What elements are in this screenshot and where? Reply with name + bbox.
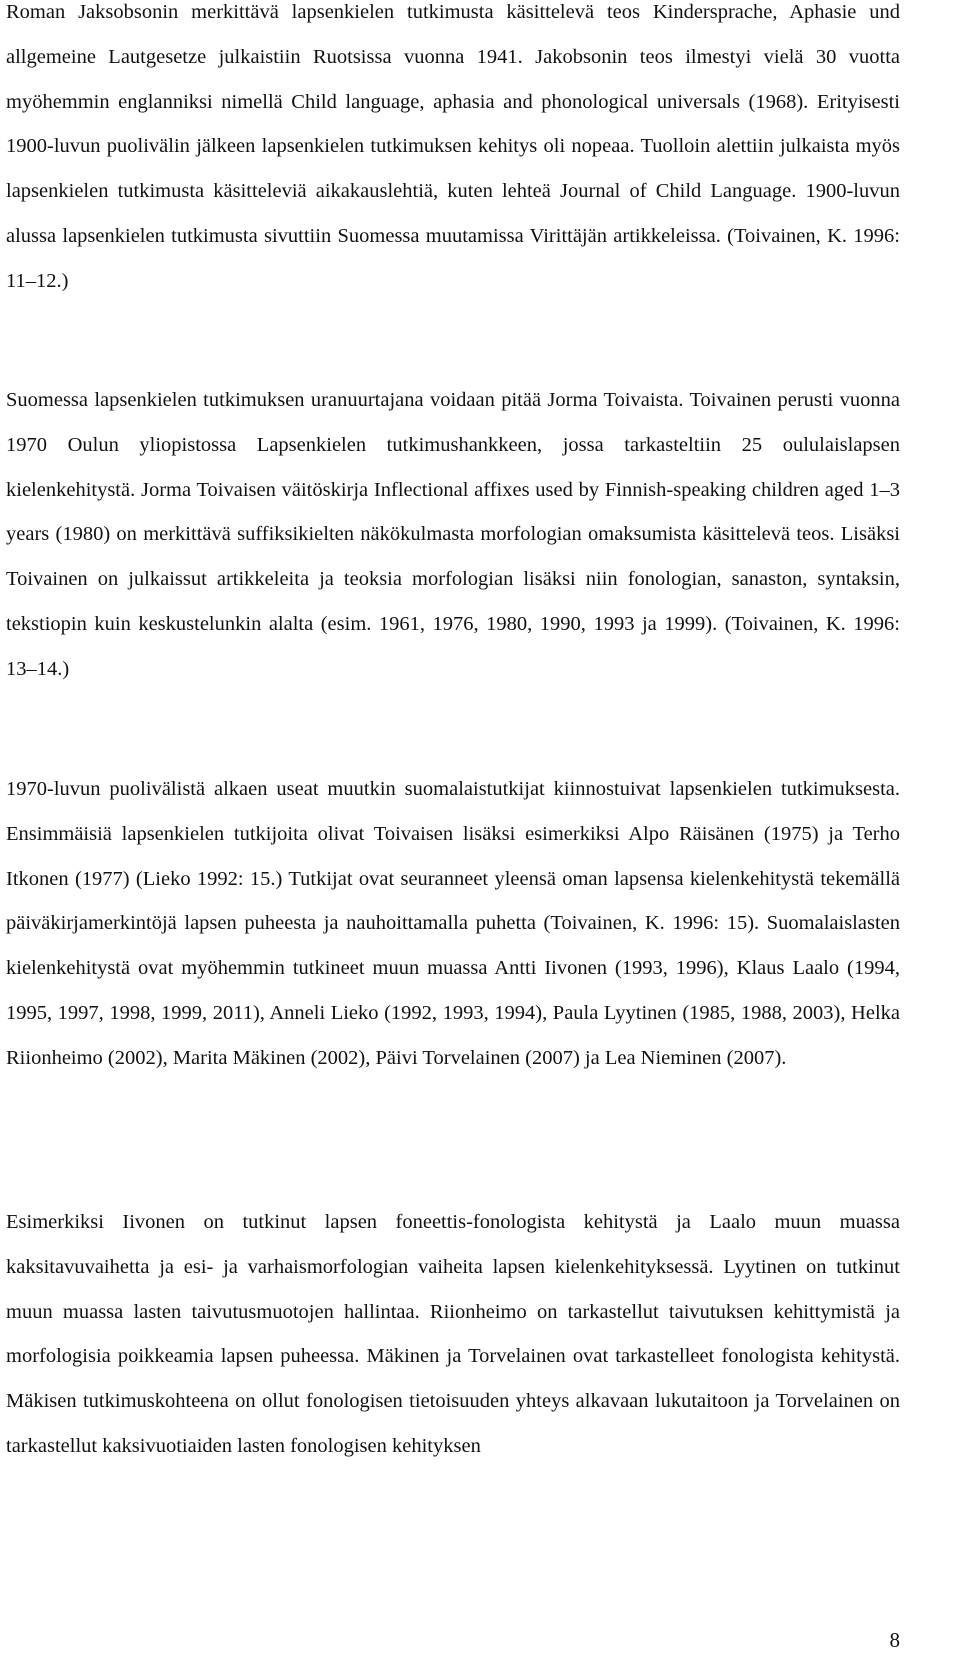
paragraph-toivainen: Suomessa lapsenkielen tutkimuksen uranuurtajana voidaan pitää Jorma Toivaista. Toivainen perusti vuonna 1970 Oulun yliopistossa Lapsenkielen tutkimushankkeen, jossa tarkasteltiin 25 oululaislapsen kielenkehitystä. Jorma Toivaisen väitöskirja Inflectional affixes used by Finnish-speaking children aged 1–3 years (1980) on merkittävä suffiksikielten näkökulmasta morfologian omaksumista käsittelevä teos. Lisäksi Toivainen on julkaissut artikkeleita ja teoksia morfologian lisäksi niin fonologian, sanaston, syntaksin, tekstiopin kuin keskustelunkin alalta (esim. 1961, 1976, 1980, 1990, 1993 ja 1999). (Toivainen, K. 1996: 13–14.) bbox=[6, 389, 900, 680]
paragraph-jakobson: Roman Jaksobsonin merkittävä lapsenkielen tutkimusta käsittelevä teos Kindersprache, Aphasie und allgemeine Lautgesetze julkaistiin Ruotsissa vuonna 1941. Jakobsonin teos ilmestyi vielä 30 vuotta myöhemmin englanniksi nimellä Child language, aphasia and phonological universals (1968). Erityisesti 1900-luvun puolivälin jälkeen lapsenkielen tutkimuksen kehitys oli nopeaa. Tuolloin alettiin julkaista myös lapsenkielen tutkimusta käsitteleviä aikakauslehtiä, kuten lehteä Journal of Child Language. 1900-luvun alussa lapsenkielen tutkimusta sivuttiin Suomessa muutamissa Virittäjän artikkeleissa. (Toivainen, K. 1996: 11–12.) bbox=[6, 1, 900, 292]
page-number: 8 bbox=[889, 1628, 900, 1652]
paragraph-1970s-researchers: 1970-luvun puolivälistä alkaen useat muutkin suomalaistutkijat kiinnostuivat lapsenkielen tutkimuksesta. Ensimmäisiä lapsenkielen tutkijoita olivat Toivaisen lisäksi esimerkiksi Alpo Räisänen (1975) ja Terho Itkonen (1977) (Lieko 1992: 15.) Tutkijat ovat seuranneet yleensä oman lapsensa kielenkehitystä tekemällä päiväkirjamerkintöjä lapsen puheesta ja nauhoittamalla puhetta (Toivainen, K. 1996: 15). Suomalaislasten kielenkehitystä ovat myöhemmin tutkineet muun muassa Antti Iivonen (1993, 1996), Klaus Laalo (1994, 1995, 1997, 1998, 1999, 2011), Anneli Lieko (1992, 1993, 1994), Paula Lyytinen (1985, 1988, 2003), Helka Riionheimo (2002), Marita Mäkinen (2002), Päivi Torvelainen (2007) ja Lea Nieminen (2007). bbox=[6, 778, 900, 1069]
paragraph-research-examples: Esimerkiksi Iivonen on tutkinut lapsen foneettis-fonologista kehitystä ja Laalo muun muassa kaksitavuvaihetta ja esi- ja varhaismorfologian vaiheita lapsen kielenkehityksessä. Lyytinen on tutkinut muun muassa lasten taivutusmuotojen hallintaa. Riionheimo on tarkastellut taivutuksen kehittymistä ja morfologisia poikkeamia lapsen puheessa. Mäkinen ja Torvelainen ovat tarkastelleet fonologista kehitystä. Mäkisen tutkimuskohteena on ollut fonologisen tietoisuuden yhteys alkavaan lukutaitoon ja Torvelainen on tarkastellut kaksivuotiaiden lasten fonologisen kehityksen bbox=[6, 1211, 900, 1457]
